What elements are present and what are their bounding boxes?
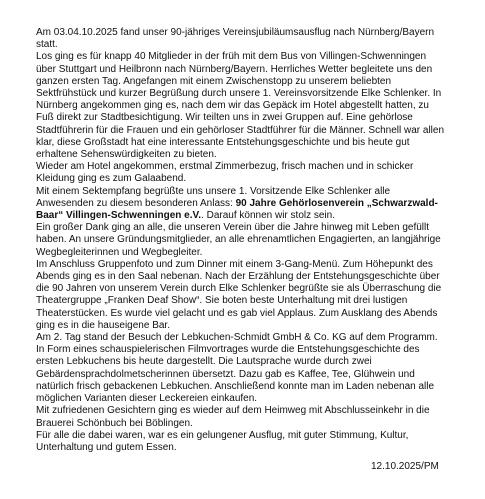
text-line: haben. An unsere Gründungsmitglieder, an alle ehrenamtlichen Engagierten, an langjährige	[36, 234, 441, 246]
text-line-mixed	[36, 210, 461, 222]
text-line: Gebärdensprachdolmetscherinnen übersetzt. Dazu gab es Kaffee, Tee, Glühwein und	[36, 368, 415, 380]
text-line-mixed	[36, 198, 461, 210]
text-line: Fuß direkt zur Stadtbesichtigung. Wir teilten uns in zwei Gruppen auf. Eine gehörlose	[36, 112, 413, 124]
text-line: Am 2. Tag stand der Besuch der Lebkuchen-Schmidt GmbH & Co. KG auf dem Programm.	[36, 332, 438, 344]
text-run: Anwesenden zu diesem besonderen Anlass:	[36, 197, 236, 209]
text-line: erhaltene Sehenswürdigkeiten zu bieten.	[36, 149, 217, 161]
club-name-bold: 90 Jahre Gehörlosenverein „Schwarzwald-	[235, 197, 438, 209]
text-line: Im Anschluss Gruppenfoto und zum Dinner mit einem 3-Gang-Menü. Zum Höhepunkt des	[36, 258, 433, 270]
text-line: Für alle die dabei waren, war es ein gelungener Ausflug, mit guter Stimmung, Kultur,	[36, 429, 409, 441]
text-line: Unterhaltung und gutem Essen.	[36, 441, 177, 453]
text-line: die 90 Jahren von unserem Verein durch Elke Schlenker begrüßte sie als Überraschung die	[36, 283, 442, 295]
text-line: Theaterstücken. Es wurde viel gelacht und es gab viel Applaus. Zum Ausklang des Abends	[36, 307, 438, 319]
text-line: möglichen Varianten dieser Leckereien einkaufen.	[36, 393, 258, 405]
text-line: Mit zufriedenen Gesichtern ging es wieder auf dem Heimweg mit Abschlusseinkehr in die	[36, 405, 430, 417]
club-name-bold: Baar“ Villingen-Schwenningen e.V.	[36, 210, 202, 222]
text-line: klar, diese Großstadt hat eine interessante Entstehungsgeschichte und bis heute gut	[36, 136, 410, 148]
text-line: Ein großer Dank ging an alle, die unseren Verein über die Jahre hinweg mit Leben gefüllt	[36, 222, 430, 234]
text-run: . Darauf können wir stolz sein.	[201, 210, 335, 222]
text-line: über Stuttgart und Heilbronn nach Nürnberg/Bayern. Herrliches Wetter begleitete uns den	[36, 63, 433, 75]
text-line: natürlich frisch gebackenen Lebkuchen. Anschließend konnte man im Laden nebenan alle	[36, 380, 435, 392]
text-line: Los ging es für knapp 40 Mitglieder in der früh mit dem Bus von Villingen-Schwenningen	[36, 51, 427, 63]
text-line: Wieder am Hotel angekommen, erstmal Zimmerbezug, frisch machen und in schicker	[36, 161, 414, 173]
text-line: ganzen ersten Tag. Angefangen mit einem Zwischenstopp zu unserem beliebten	[36, 75, 392, 87]
text-line: ersten Lebkuchens bis heute dargestellt. Die Lautsprache wurde durch zwei	[36, 356, 372, 368]
text-line: statt.	[36, 39, 58, 51]
text-line: Theatergruppe „Franken Deaf Show“. Sie boten beste Unterhaltung mit drei lustigen	[36, 295, 408, 307]
text-line: Brauerei Schönbuch bei Böblingen.	[36, 417, 193, 429]
text-line: Sektfrühstück und kurzer Begrüßung durch unsere 1. Vereinsvorsitzende Elke Schlenker. In	[36, 88, 442, 100]
text-line: Wegbegleiterinnen und Wegbegleiter.	[36, 246, 203, 258]
text-line: Stadtführerin für die Frauen und ein gehörloser Stadtführer für die Männer. Schnell war allen	[36, 124, 445, 136]
text-line: Mit einem Sektempfang begrüßte uns unsere 1. Vorsitzende Elke Schlenker alle	[36, 185, 391, 197]
text-line: Am 03.04.10.2025 fand unser 90-jähriges Vereinsjubiläumsausflug nach Nürnberg/Bayern	[36, 27, 435, 38]
text-line: Nürnberg angekommen ging es, nach dem wir das Gepäck im Hotel abgestellt hatten, zu	[36, 100, 429, 112]
text-line: Kleidung ging es zum Galaabend.	[36, 173, 187, 185]
text-line: Abends ging es in den Saal nebenan. Nach der Erzählung der Entstehungsgeschichte über	[36, 271, 440, 283]
text-line: ging es in die hauseigene Bar.	[36, 319, 170, 331]
text-line: In Form eines schauspielerischen Filmvortrages wurde die Entstehungsgeschichte des	[36, 344, 420, 356]
signature-date: 12.10.2025/PM	[371, 461, 439, 472]
